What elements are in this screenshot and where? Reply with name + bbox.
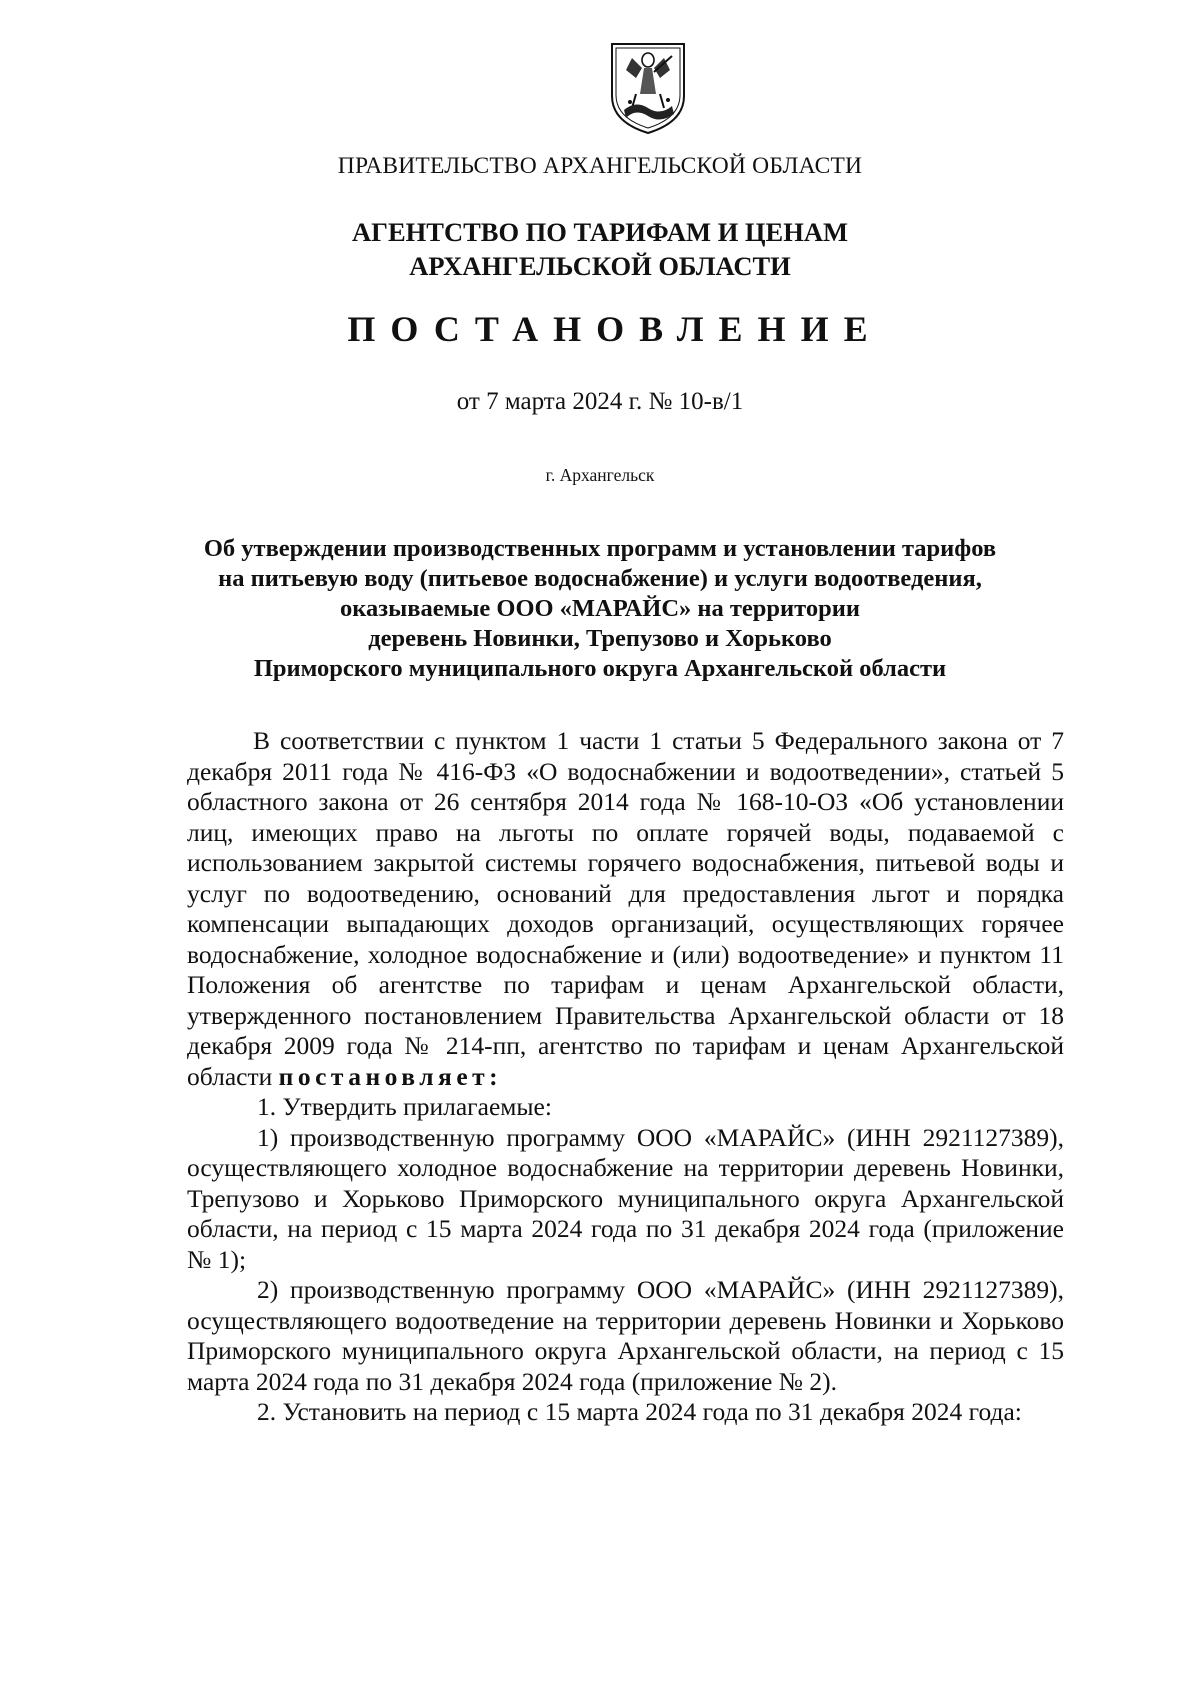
agency-name (0, 215, 1200, 283)
resolves-word: постановляет: (278, 1061, 503, 1091)
title-line: Об утверждении производственных программ и установлении тарифов (203, 535, 997, 562)
document-date-number: от 7 марта 2024 г. № 10-в/1 (456, 388, 744, 415)
item-1-2: 2) производственную программу ООО «МАРАЙС» (ИНН 2921127389), осуществляющего водоотведение на территории деревень Новинки и Хорьково Приморского муниципального округа Архангельской области, на период с 15 марта 2024 года по 31 декабря 2024 года (приложение № 2). (187, 1275, 1064, 1396)
title-line: Приморского муниципального округа Архангельской области (253, 655, 947, 682)
item-1: 1. Утвердить прилагаемые: (257, 1092, 552, 1121)
title-line: оказываемые ООО «МАРАЙС» на территории (340, 595, 860, 622)
item-2: 2. Установить на период с 15 марта 2024 года по 31 декабря 2024 года: (257, 1397, 1022, 1426)
document-city: г. Архангельск (545, 465, 655, 485)
agency-name-line2: АРХАНГЕЛЬСКОЙ ОБЛАСТИ (409, 251, 791, 281)
document-title (0, 534, 1200, 684)
agency-name-line1: АГЕНТСТВО ПО ТАРИФАМ И ЦЕНАМ (352, 217, 848, 247)
preamble-text: В соответствии с пунктом 1 части 1 статьи 5 Федерального закона от 7 декабря 2011 года № 416-ФЗ «О водоснабжении и водоотведении», статьей 5 областного закона от 26 сентября 2014 года № 168-10-ОЗ «Об установлении лиц, имеющих право на льготы по оплате горячей воды, подаваемой с использованием закрытой системы горячего водоснабжения, питьевой воды и услуг по водоотведению, оснований для предоставления льгот и порядка компенсации выпадающих доходов организаций, осуществляющих горячее водоснабжение, холодное водоснабжение и (или) водоотведение» и пунктом 11 Положения об агентстве по тарифам и ценам Архангельской области, утвержденного постановлением Правительства Архангельской области от 18 декабря 2009 года № 214-пп, агентство по тарифам и ценам Архангельской области (187, 726, 1064, 1091)
title-line: на питьевую воду (питьевое водоснабжение) и услуги водоотведения, (218, 565, 982, 592)
document-body (187, 726, 1064, 1428)
item-1-1: 1) производственную программу ООО «МАРАЙС» (ИНН 2921127389), осуществляющего холодное водоснабжение на территории деревень Новинки, Трепузово и Хорьково Приморского муниципального округа Архангельской области, на период с 15 марта 2024 года по 31 декабря 2024 года (приложение № 1); (187, 1122, 1064, 1274)
title-line: деревень Новинки, Трепузово и Хорьково (368, 625, 832, 652)
coat-of-arms-icon (606, 38, 690, 136)
government-name: ПРАВИТЕЛЬСТВО АРХАНГЕЛЬСКОЙ ОБЛАСТИ (337, 153, 863, 179)
preamble-paragraph (187, 726, 1064, 1092)
document-type: ПОСТАНОВЛЕНИЕ (347, 309, 883, 349)
